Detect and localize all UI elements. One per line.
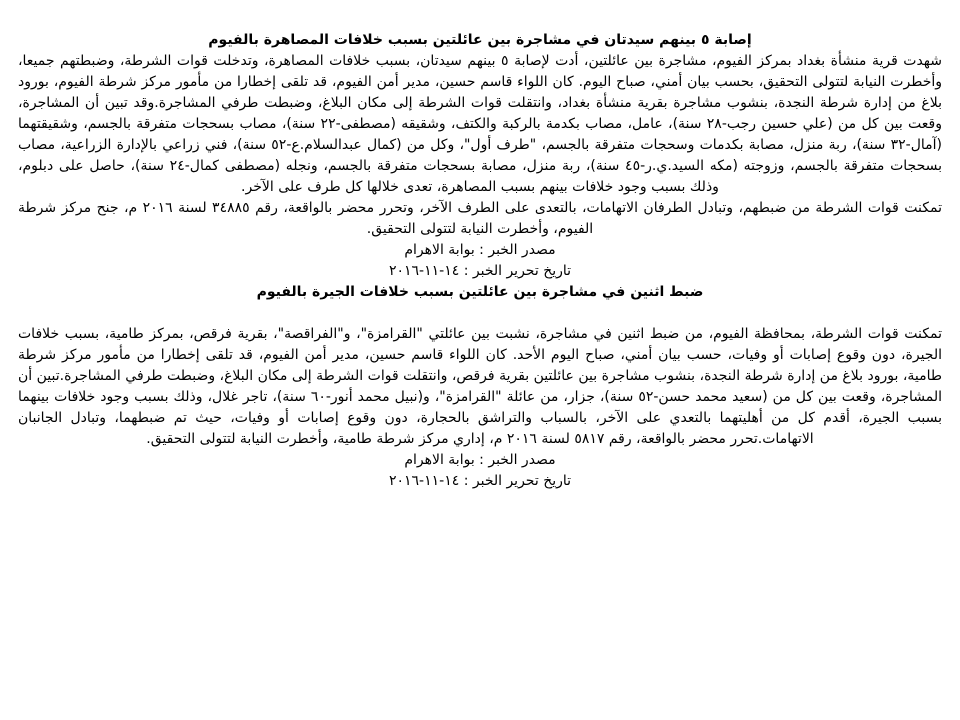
article2-paragraph1: تمكنت قوات الشرطة، بمحافظة الفيوم، من ضبط اثنين في مشاجرة، نشبت بين عائلتي "القرامزة"، و"الفراقصة"، بقرية فرقص، بمركز طامية، بسبب خلافات الجيرة، دون وقوع إصابات أو وفيات، حسب بيان أمني، صباح اليوم الأحد. كان اللواء قاسم حسين، مدير أمن الفيوم، قد تلقى إخطارا من مأمور مركز شرطة طامية، بورود بلاغ من إدارة شرطة النجدة، بنشوب مشاجرة بين عائلتين بقرية فرقص، وانتقلت قوات الشرطة إلى مكان البلاغ، وضبطت طرفي المشاجرة.تبين أن المشاجرة، وقعت بين كل من (سعيد محمد حسن-٥٢ سنة)، جزار، من عائلة "القرامزة"، و(نبيل محمد أنور-٦٠ سنة)، تاجر غلال، وذلك بسبب وجود خلافات بينهما بسبب الجيرة، أقدم كل من أهليتهما بالتعدي على الآخر، بالسباب والتراشق بالحجارة، دون وقوع إصابات أو وفيات، حيث تم ضبطهما، وتبادل الجانبان الاتهامات.تحرر محضر بالواقعة، رقم ٥٨١٧ لسنة ٢٠١٦ م، إداري مركز شرطة طامية، وأخطرت النيابة لتتولى التحقيق. <box>18 326 942 447</box>
article2-date: تاريخ تحرير الخبر : ١٤-١١-٢٠١٦ <box>388 473 572 489</box>
article1-paragraph2: تمكنت قوات الشرطة من ضبطهم، وتبادل الطرفان الاتهامات، بالتعدى على الطرف الآخر، وتحرر محضر بالواقعة، رقم ٣٤٨٨٥ لسنة ٢٠١٦ م، جنح مركز شرطة الفيوم، وأخطرت النيابة لتتولى التحقيق. <box>18 200 942 237</box>
article1-date: تاريخ تحرير الخبر : ١٤-١١-٢٠١٦ <box>388 263 572 279</box>
article1-title: إصابة ٥ بينهم سيدتان في مشاجرة بين عائلتين بسبب خلافات المصاهرة بالفيوم <box>208 32 752 48</box>
article2-source: مصدر الخبر : بوابة الاهرام <box>404 452 556 468</box>
spacer <box>18 303 942 324</box>
article1-source: مصدر الخبر : بوابة الاهرام <box>404 242 556 258</box>
article1-paragraph1: شهدت قرية منشأة بغداد بمركز الفيوم، مشاجرة بين عائلتين، أدت لإصابة ٥ بينهم سيدتان، بسبب خلافات المصاهرة، وتدخلت قوات الشرطة، وضبطتهم جميعا، وأخطرت النيابة لتتولى التحقيق، بحسب بيان أمني، صباح اليوم. كان اللواء قاسم حسين، مدير أمن الفيوم، قد تلقى إخطارا من مأمور مركز شرطة الفيوم، بورود بلاغ من إدارة شرطة النجدة، بنشوب مشاجرة بقرية منشأة بغداد، وانتقلت قوات الشرطة إلى مكان البلاغ، وضبطت طرفي المشاجرة.وقد تبين أن المشاجرة، وقعت بين كل من (علي حسين رجب-٢٨ سنة)، عامل، مصاب بكدمة بالركبة والكتف، وشقيقه (مصطفى-٢٢ سنة)، مصاب بسحجات متفرقة بالجسم، وشقيقتهما (آمال-٣٢ سنة)، ربة منزل، مصابة بكدمات وسحجات متفرقة بالجسم، "طرف أول"، وكل من (كمال عبدالسلام.ع-٥٢ سنة)، فني زراعي بالإدارة الزراعية، مصاب بسحجات متفرقة بالجسم، وزوجته (مكه السيد.ي.ر-٤٥ سنة)، ربة منزل، مصابة بسحجات متفرقة بالجسم، ونجله (مصطفى كمال-٢٤ سنة)، حاصل على دبلوم، وذلك بسبب وجود خلافات بينهم بسبب المصاهرة، تعدى خلالها كل طرف على الآخر. <box>18 53 943 195</box>
article2-title: ضبط اثنين في مشاجرة بين عائلتين بسبب خلافات الجيرة بالفيوم <box>256 284 704 300</box>
